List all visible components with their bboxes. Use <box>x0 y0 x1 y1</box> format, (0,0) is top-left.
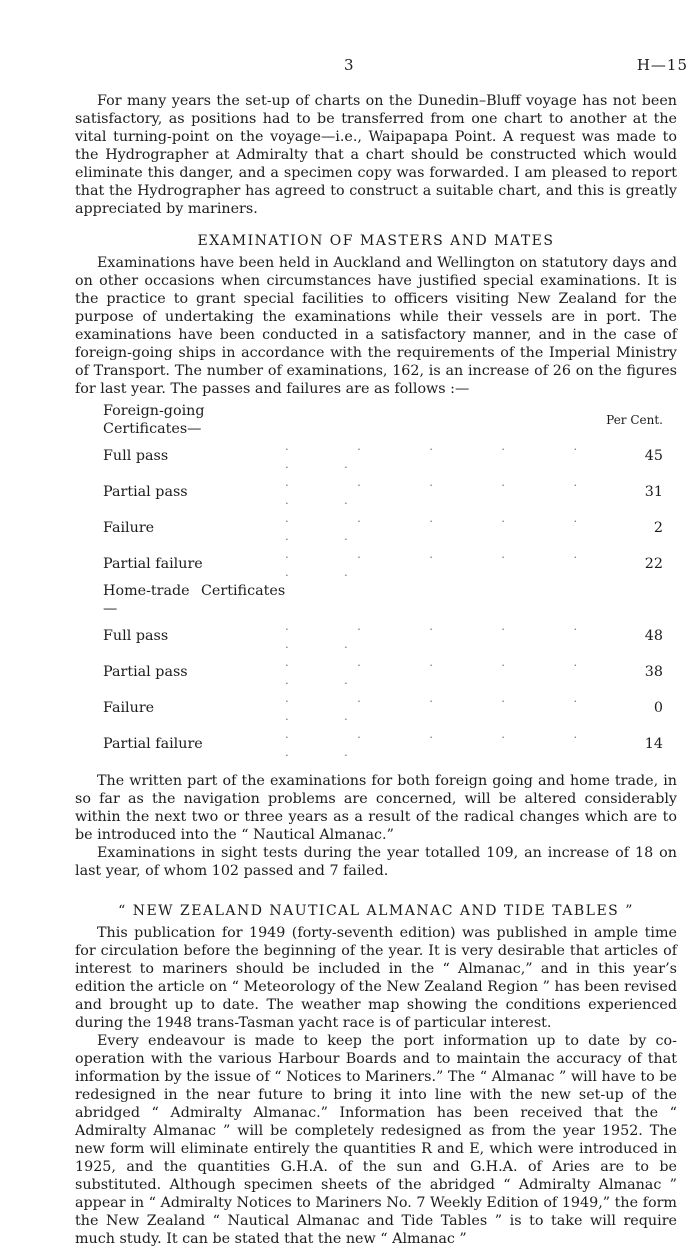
row-label: Full pass <box>103 628 169 644</box>
row-value: 45 <box>644 448 663 464</box>
table-row <box>103 510 663 546</box>
pass-failure-table <box>103 402 663 762</box>
paragraph-sight-tests: Examinations in sight tests during the year totalled 109, an increase of 18 on last year, of whom 102 passed and 7 failed. <box>75 845 677 879</box>
table-row <box>103 402 663 438</box>
paragraph-dunedin-bluff: For many years the set-up of charts on the Dunedin–Bluff voyage has not been satisfactory, as positions had to be transferred from one chart to another at the vital turning-point on the voyage—i.e., Waipapapa Point. A request was made to the Hydrographer at Admiralty that a chart should be constructed which would eliminate this danger, and a specimen copy was forwarded. I am pleased to report that the Hydrographer has agreed to construct a suitable chart, and this is greatly appreciated by mariners. <box>75 93 677 217</box>
paragraph-written-part: The written part of the examinations for both foreign going and home trade, in so far as the navigation problems are concerned, will be altered considerably within the next two or three years as a result of the radical changes which are to be introduced into the “ Nautical Almanac.” <box>75 773 677 843</box>
section-heading-examination: EXAMINATION OF MASTERS AND MATES <box>197 233 555 249</box>
page-reference: H—15 <box>636 56 688 74</box>
table-row <box>103 690 663 726</box>
row-label: Partial failure <box>103 556 203 572</box>
row-value: 31 <box>644 484 663 500</box>
table-column-header: Per Cent. <box>606 413 663 427</box>
leader-dots: . . . . . . . <box>285 620 603 651</box>
table-row <box>103 546 663 582</box>
table-group-label-home: Home-trade Certificates— <box>103 583 286 617</box>
leader-dots: . . . . . . . <box>285 440 603 471</box>
table-row <box>103 474 663 510</box>
paragraph-publication: This publication for 1949 (forty-seventh edition) was published in ample time for circulation before the beginning of the year. It is very desirable that articles of interest to mariners should be included in the “ Almanac,” and in this year’s edition the article on “ Meteorology of the New Zealand Region ” has been revised and brought up to date. The weather map showing the conditions experienced during the 1948 trans-Tasman yacht race is of particular interest. <box>75 925 677 1031</box>
row-value: 38 <box>644 664 663 680</box>
page-number: 3 <box>344 56 355 74</box>
table-group-label-foreign: Foreign-going Certificates— <box>103 403 205 437</box>
leader-dots: . . . . . . . <box>285 692 603 723</box>
row-value: 14 <box>644 736 663 752</box>
table-row <box>103 726 663 762</box>
table-row <box>103 438 663 474</box>
row-label: Failure <box>103 700 155 716</box>
paragraph-endeavour: Every endeavour is made to keep the port information up to date by co-operation with the various Harbour Boards and to maintain the accuracy of that information by the issue of “ Notices to Mariners.” The “ Almanac ” will have to be redesigned in the near future to bring it into line with the new set-up of the abridged “ Admiralty Almanac.” Information has been received that the “ Admiralty Almanac ” will be completely redesigned as from the year 1952. The new form will eliminate entirely the quantities R and E, which were introduced in 1925, and the quantities G.H.A. of the sun and G.H.A. of Aries are to be substituted. Although specimen sheets of the abridged “ Admiralty Almanac ” appear in “ Admiralty Notices to Mariners No. 7 Weekly Edition of 1949,” the form the New Zealand “ Nautical Almanac and Tide Tables ” is to take will require much study. It can be stated that the new “ Almanac ” <box>75 1033 677 1247</box>
table-row <box>103 654 663 690</box>
paragraph-examinations-intro: Examinations have been held in Auckland and Wellington on statutory days and on other occasions when circumstances have justified special examinations. It is the practice to grant special facilities to officers visiting New Zealand for the purpose of undertaking the examinations while their vessels are in port. The examinations have been conducted in a satisfactory manner, and in the case of foreign-going ships in accordance with the requirements of the Imperial Ministry of Transport. The number of examinations, 162, is an increase of 26 on the figures for last year. The passes and failures are as follows :— <box>75 255 677 397</box>
row-label: Partial pass <box>103 664 188 680</box>
row-label: Partial failure <box>103 736 203 752</box>
row-value: 2 <box>653 520 663 536</box>
table-row <box>103 618 663 654</box>
row-value: 0 <box>653 700 663 716</box>
row-label: Partial pass <box>103 484 188 500</box>
row-value: 22 <box>644 556 663 572</box>
leader-dots: . . . . . . . <box>285 512 603 543</box>
body-column <box>75 92 677 1248</box>
section-heading-almanac: “ NEW ZEALAND NAUTICAL ALMANAC AND TIDE TABLES ” <box>118 903 634 919</box>
row-label: Full pass <box>103 448 169 464</box>
row-value: 48 <box>644 628 663 644</box>
leader-dots: . . . . . . . <box>285 548 603 579</box>
table-row <box>103 582 663 618</box>
leader-dots: . . . . . . . <box>285 476 603 507</box>
leader-dots: . . . . . . . <box>285 728 603 759</box>
row-label: Failure <box>103 520 155 536</box>
leader-dots: . . . . . . . <box>285 656 603 687</box>
